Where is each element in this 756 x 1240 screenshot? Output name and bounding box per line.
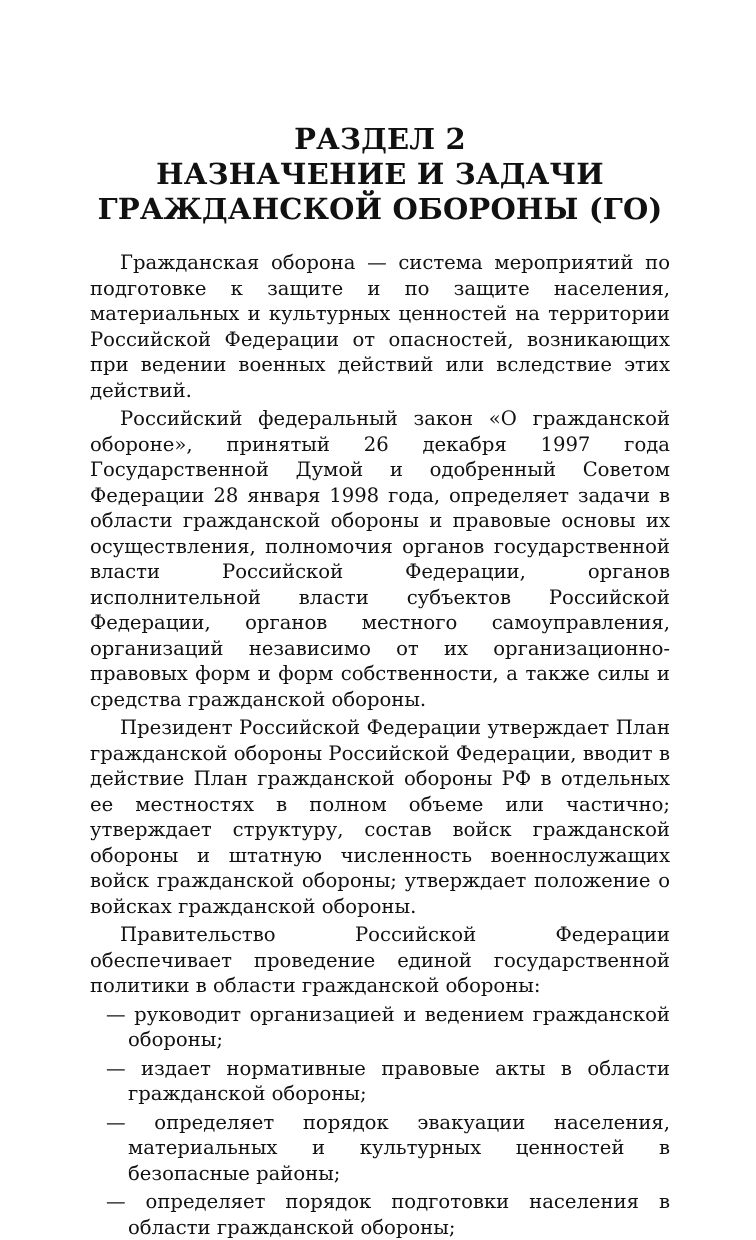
section-number: РАЗДЕЛ 2 (90, 122, 670, 157)
paragraph-federal-law: Российский федеральный закон «О гражданской обороне», принятый 26 декабря 1997 года Государственной Думой и одобренный Советом Федерации 28 января 1998 года, определяет задачи в области гражданской обороны и правовые основы их осуществления, полномочия органов государственной власти Российской Федерации, органов исполнительной власти субъектов Российской Федерации, органов местного самоуправления, организаций независимо от их организационно-правовых форм и форм собственности, а также силы и средства гражданской обороны. (90, 406, 670, 712)
list-item: — издает нормативные правовые акты в области гражданской обороны; (90, 1056, 670, 1107)
section-title-line-1: НАЗНАЧЕНИЕ И ЗАДАЧИ (90, 157, 670, 192)
list-item: — руководит организацией и ведением гражданской обороны; (90, 1002, 670, 1053)
body-text (90, 250, 670, 1240)
government-duties-list (90, 1002, 670, 1240)
paragraph-definition: Гражданская оборона — система мероприятий по подготовке к защите и по защите населения, материальных и культурных ценностей на территории Российской Федерации от опасностей, возникающих при ведении военных действий или вследствие этих действий. (90, 250, 670, 403)
section-heading (90, 122, 670, 227)
list-item: — определяет порядок эвакуации населения, материальных и культурных ценностей в безопасные районы; (90, 1110, 670, 1187)
paragraph-president: Президент Российской Федерации утверждает План гражданской обороны Российской Федерации, вводит в действие План гражданской обороны РФ в отдельных ее местностях в полном объеме или частично; утверждает структуру, состав войск гражданской обороны и штатную численность военнослужащих войск гражданской обороны; утверждает положение о войсках гражданской обороны. (90, 715, 670, 919)
list-item: — определяет порядок подготовки населения в области гражданской обороны; (90, 1189, 670, 1240)
section-title-line-2: ГРАЖДАНСКОЙ ОБОРОНЫ (ГО) (90, 192, 670, 227)
paragraph-government: Правительство Российской Федерации обеспечивает проведение единой государственной политики в области гражданской обороны: (90, 922, 670, 999)
